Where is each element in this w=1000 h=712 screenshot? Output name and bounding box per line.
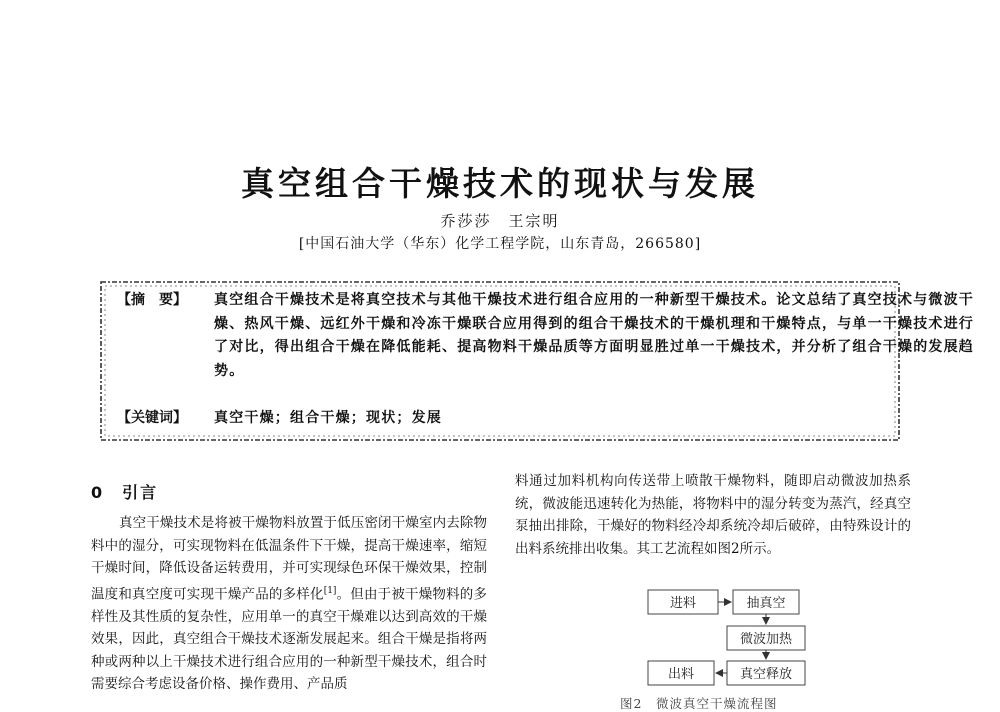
flow-node-discharge-label: 出料 [667,667,695,682]
authors: 乔莎莎 王宗明 [440,212,560,230]
intro-text-b: 。但由于被干燥物料的多样性及其性质的复杂性，应用单一的真空干燥难以达到高效的干燥效果，因此，真空组合干燥技术逐渐发展起来。组合干燥是指将两种或两种以上干燥技术进行组合应用的一种新型干燥技术，组合时需要综合考虑设备价格、操作费用、产品质 [91,586,487,692]
section-heading [91,480,158,503]
keywords-text: 真空干燥；组合干燥；现状；发展 [214,410,442,426]
affiliation: [中国石油大学（华东）化学工程学院，山东青岛，266580] [298,236,702,252]
paper-title: 真空组合干燥技术的现状与发展 [241,164,759,203]
abstract-label: 【摘 要】 [117,292,187,308]
section-number: 0 [91,483,105,502]
flowchart [600,584,850,702]
right-column [515,470,911,560]
intro-text-a: 真空干燥技术是将被干燥物料放置于低压密闭干燥室内去除物料中的湿分，可实现物料在低温条件下干燥，提高干燥速率，缩短干燥时间，降低设备运转费用，并可实现绿色环保干燥效果，控制温度和真空度可实现干燥产品的多样化 [91,515,487,602]
flow-node-release-label: 真空释放 [739,667,793,682]
section-title: 引言 [122,483,159,502]
keywords-label: 【关键词】 [117,410,187,426]
abstract-text: 真空组合干燥技术是将真空技术与其他干燥技术进行组合应用的一种新型干燥技术。论文总结了真空技术与微波干燥、热风干燥、远红外干燥和冷冻干燥联合应用得到的组合干燥技术的干燥机理和干燥特点，与单一干燥技术进行了对比，得出组合干燥在降低能耗、提高物料干燥品质等方面明显胜过单一干燥技术，并分析了组合干燥的发展趋势。 [214,292,974,379]
flow-node-microwave-label: 微波加热 [739,632,793,647]
flow-node-feed-label: 进料 [669,596,697,611]
citation: [1] [323,585,337,596]
right-paragraph: 料通过加料机构向传送带上喷散干燥物料，随即启动微波加热系统，微波能迅速转化为热能，将物料中的湿分转变为蒸汽，经真空泵抽出排除，干燥好的物料经冷却系统冷却后破碎，由特殊设计的出料系统排出收集。其工艺流程如图2所示。 [515,473,911,557]
intro-paragraph [91,512,487,696]
flow-node-vacuum-label: 抽真空 [746,596,786,611]
figure-caption: 图2 微波真空干燥流程图 [620,696,778,711]
left-column [91,512,487,696]
